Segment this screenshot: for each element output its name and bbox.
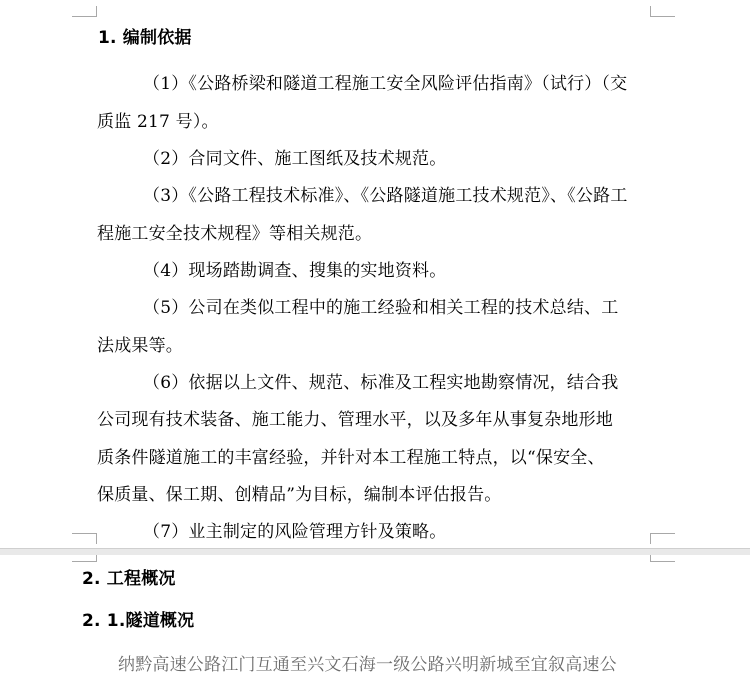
basis-item-6-line-4: 保质量、保工期、创精品”为目标，编制本评估报告。 xyxy=(97,485,502,505)
basis-item-1-line-1: （1）《公路桥梁和隧道工程施工安全风险评估指南》（试行）（交 xyxy=(143,74,628,94)
basis-item-5-line-1: （5）公司在类似工程中的施工经验和相关工程的技术总结、工 xyxy=(143,298,619,318)
section-heading-overview: 2. 工程概况 xyxy=(82,569,176,589)
overview-paragraph-partial-line: 纳黔高速公路江门互通至兴文石海一级公路兴明新城至宜叙高速公 xyxy=(118,655,617,675)
basis-item-1-line-2: 质监 217 号）。 xyxy=(97,112,219,132)
crop-mark-top-left xyxy=(72,555,97,562)
crop-mark-top-left xyxy=(72,6,97,17)
crop-mark-top-right xyxy=(650,555,675,562)
basis-item-6-line-1: （6）依据以上文件、规范、标准及工程实地勘察情况，结合我 xyxy=(143,373,619,393)
basis-item-7-line-1: （7）业主制定的风险管理方针及策略。 xyxy=(143,522,447,542)
basis-item-6-line-2: 公司现有技术装备、施工能力、管理水平，以及多年从事复杂地形地 xyxy=(97,410,613,430)
document-page-2 xyxy=(0,555,750,673)
basis-item-2-line-1: （2）合同文件、施工图纸及技术规范。 xyxy=(143,149,447,169)
basis-item-5-line-2: 法成果等。 xyxy=(97,336,183,356)
crop-mark-bottom-right xyxy=(650,533,675,544)
section-heading-basis: 1. 编制依据 xyxy=(98,28,192,48)
crop-mark-bottom-left xyxy=(72,533,97,544)
basis-item-4-line-1: （4）现场踏勘调查、搜集的实地资料。 xyxy=(143,261,447,281)
crop-mark-top-right xyxy=(650,6,675,17)
basis-item-6-line-3: 质条件隧道施工的丰富经验，并针对本工程施工特点，以“保安全、 xyxy=(97,448,605,468)
subsection-heading-tunnel: 2. 1.隧道概况 xyxy=(82,611,195,631)
basis-item-3-line-2: 程施工安全技术规程》等相关规范。 xyxy=(97,224,373,244)
basis-item-3-line-1: （3）《公路工程技术标准》、《公路隧道施工技术规范》、《公路工 xyxy=(143,186,628,206)
